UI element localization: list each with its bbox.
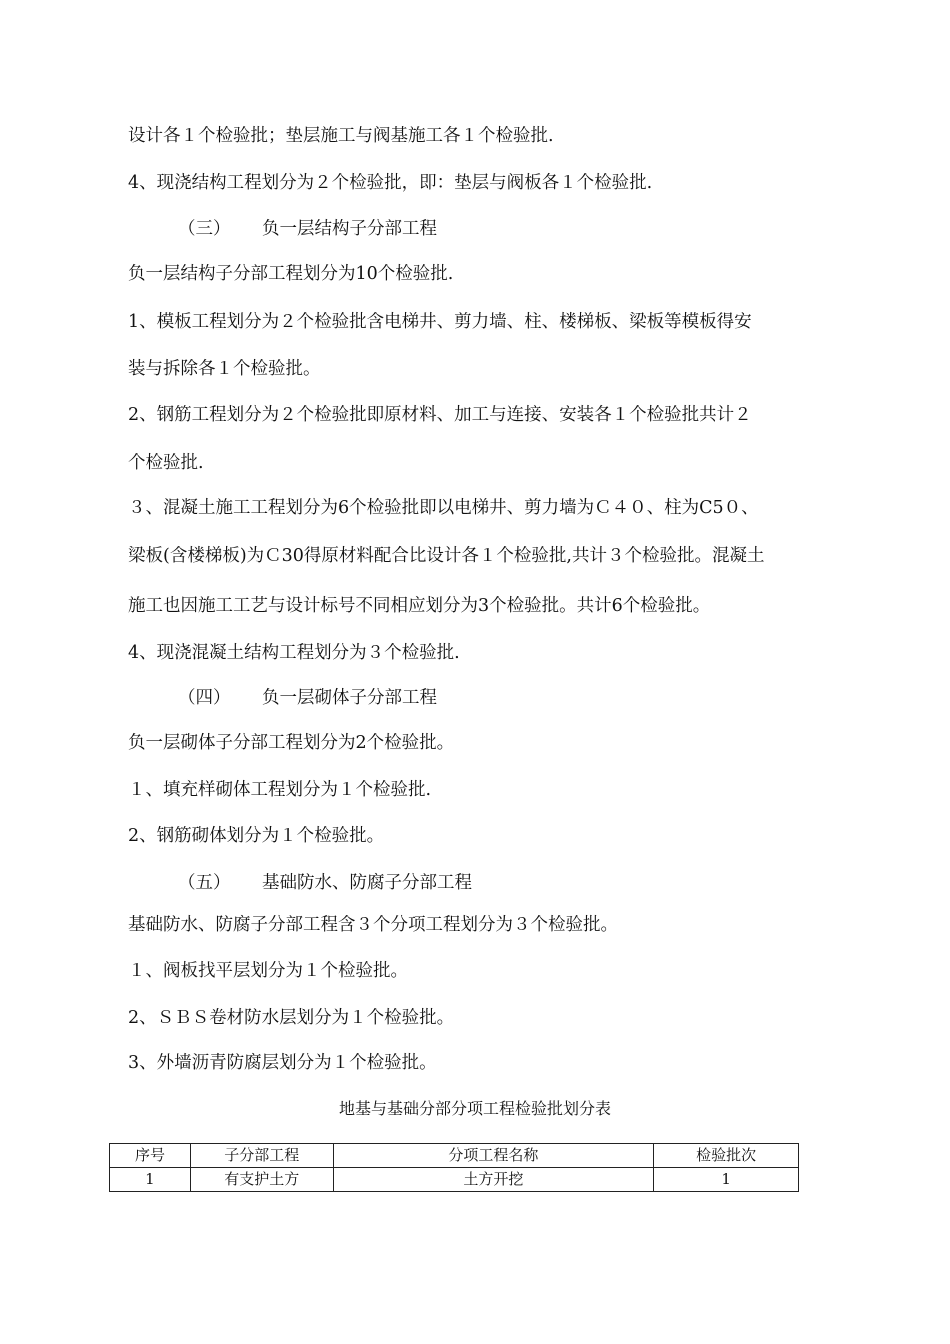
paragraph-line: １、阀板找平层划分为１个检验批。 [128,961,408,981]
paragraph-line: 个检验批. [128,453,204,473]
paragraph-line: 2、ＳＢＳ卷材防水层划分为１个检验批。 [128,1008,455,1028]
section-title: 负一层砌体子分部工程 [262,688,437,708]
paragraph-line: 4、现浇结构工程划分为２个检验批，即：垫层与阀板各１个检验批. [128,173,653,193]
section-number: （五） [178,873,231,893]
paragraph-line: 装与拆除各１个检验批。 [128,359,321,379]
table-row [110,1168,799,1192]
header-cell: 分项工程名称 [333,1144,654,1168]
header-cell: 序号 [110,1144,191,1168]
table-cell: 1 [654,1168,799,1192]
paragraph-line: 2、钢筋工程划分为２个检验批即原材料、加工与连接、安装各１个检验批共计２ [128,405,752,425]
paragraph-line: 负一层结构子分部工程划分为10个检验批. [128,264,454,284]
section-heading [178,217,437,241]
section-title: 负一层结构子分部工程 [262,219,437,239]
paragraph-line: 设计各１个检验批；垫层施工与阀基施工各１个检验批. [128,126,554,146]
section-heading [178,686,437,710]
section-number: （四） [178,688,231,708]
paragraph-line: 3、外墙沥青防腐层划分为１个检验批。 [128,1053,437,1073]
section-number: （三） [178,219,231,239]
paragraph-line: 施工也因施工工艺与设计标号不同相应划分为3个检验批。共计6个检验批。 [128,596,711,616]
section-heading [178,871,472,895]
table-cell: 土方开挖 [333,1168,654,1192]
table-caption: 地基与基础分部分项工程检验批划分表 [338,1099,611,1118]
table-header-row [110,1144,799,1168]
section-title: 基础防水、防腐子分部工程 [262,873,472,893]
table-cell: 1 [110,1168,191,1192]
header-cell: 检验批次 [654,1144,799,1168]
paragraph-line: 负一层砌体子分部工程划分为2个检验批。 [128,733,455,753]
paragraph-line: １、填充样砌体工程划分为１个检验批. [128,780,432,800]
paragraph-line: 1、模板工程划分为２个检验批含电梯井、剪力墙、柱、楼梯板、梁板等模板得安 [128,312,752,332]
paragraph-line: 4、现浇混凝土结构工程划分为３个检验批. [128,643,460,663]
paragraph-line: ３、混凝土施工工程划分为6个检验批即以电梯井、剪力墙为Ｃ４０、柱为C5０、 [128,498,759,518]
paragraph-line: 2、钢筋砌体划分为１个检验批。 [128,826,385,846]
header-cell: 子分部工程 [190,1144,333,1168]
paragraph-line: 基础防水、防腐子分部工程含３个分项工程划分为３个检验批。 [128,915,618,935]
table-cell: 有支护土方 [190,1168,333,1192]
inspection-batch-table [109,1143,799,1192]
paragraph-line: 梁板(含楼梯板)为Ｃ30得原材料配合比设计各１个检验批,共计３个检验批。混凝土 [128,546,765,566]
